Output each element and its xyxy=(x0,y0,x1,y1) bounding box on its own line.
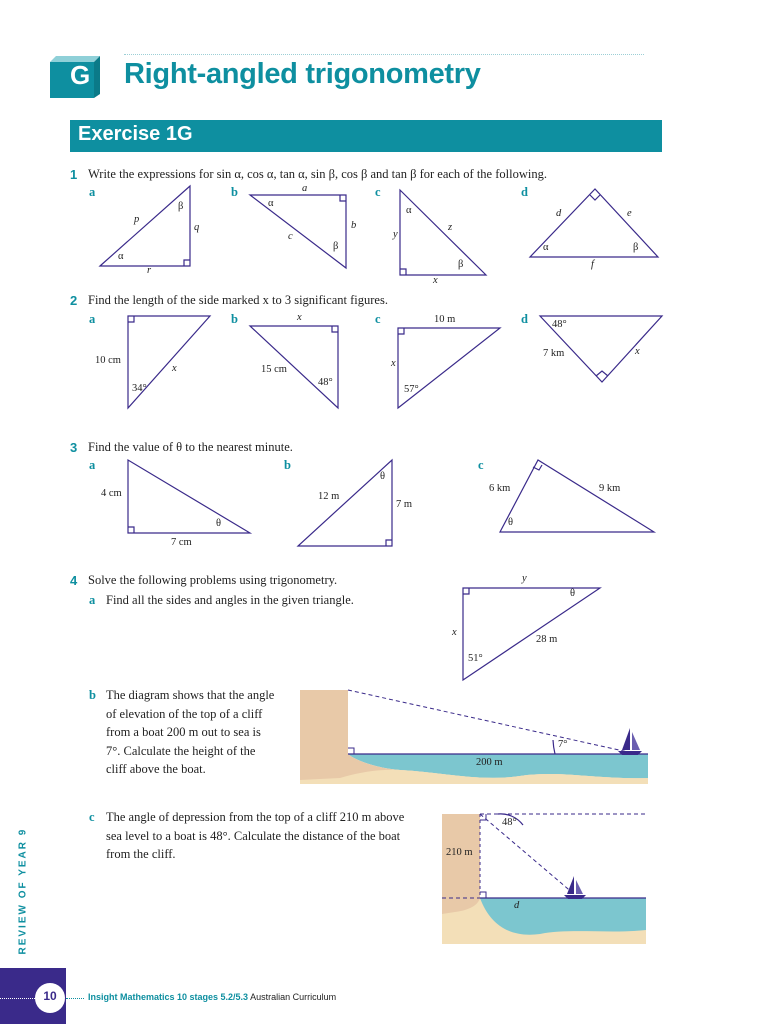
q3a-triangle xyxy=(128,460,250,533)
q3b-label-hyp: 12 m xyxy=(318,491,340,502)
q1a-triangle xyxy=(100,186,190,266)
q3c-triangle xyxy=(500,460,654,532)
q2d-right-mark xyxy=(596,371,608,376)
q4b-text xyxy=(106,686,296,779)
q1c-label-x: x xyxy=(433,275,438,286)
q4c-line-3: from the cliff. xyxy=(106,847,176,861)
q2b-label-x: x xyxy=(297,312,302,323)
q1-part-a: a xyxy=(89,185,96,199)
q1c-label-alpha: α xyxy=(406,205,412,216)
q1a-label-q: q xyxy=(194,222,200,233)
q2c-label-angle: 57° xyxy=(404,384,419,395)
q3a-label-theta: θ xyxy=(216,518,222,529)
q2-text: Find the length of the side marked x to 3 significant figures. xyxy=(88,293,388,307)
page-title: Right-angled trigonometry xyxy=(124,58,481,90)
q2c-right-mark xyxy=(398,328,404,334)
sidebar-chapter-label: REVIEW OF YEAR 9 xyxy=(17,827,29,955)
q1b-label-b: b xyxy=(351,220,357,231)
section-letter: G xyxy=(70,60,91,90)
q4b-diagram xyxy=(300,690,648,784)
q1b-label-a: a xyxy=(302,183,308,194)
footer-book: Insight Mathematics 10 stages 5.2/5.3 xyxy=(88,992,249,1002)
q1a-label-beta: β xyxy=(178,201,184,212)
q3b-label-theta: θ xyxy=(380,471,386,482)
q1b-label-c: c xyxy=(288,231,293,242)
q3a-right-mark xyxy=(128,527,134,533)
q1c-right-mark xyxy=(400,269,406,275)
q1-part-d: d xyxy=(521,185,528,199)
q2b-label-side: 15 cm xyxy=(261,364,287,375)
q4a-fig-y: y xyxy=(522,573,527,584)
q4c-line-1: The angle of depression from the top of a cliff 210 m above xyxy=(106,810,405,824)
q1b-triangle xyxy=(250,195,346,268)
q1-number: 1 xyxy=(70,167,78,182)
q4c-diagram xyxy=(442,814,646,944)
footer-dots xyxy=(66,998,84,999)
q3-text: Find the value of θ to the nearest minute. xyxy=(88,440,293,454)
q1c-label-y: y xyxy=(393,229,398,240)
q2-number: 2 xyxy=(70,293,78,308)
q2d-label-side: 7 km xyxy=(543,348,565,359)
q4c-sail xyxy=(567,876,574,894)
q4c-fig-height: 210 m xyxy=(446,847,473,858)
q2a-label-x: x xyxy=(172,363,177,374)
q1a-right-mark xyxy=(184,260,190,266)
footer-dots-left xyxy=(0,998,35,999)
q4b-line-3: from a boat 200 m out to sea is xyxy=(106,725,261,739)
q4c-text xyxy=(106,808,426,864)
q4a-fig-hyp: 28 m xyxy=(536,634,558,645)
q3-number: 3 xyxy=(70,440,78,455)
q1b-label-beta: β xyxy=(333,241,339,252)
q1d-label-d: d xyxy=(556,208,562,219)
q3a-label-base: 7 cm xyxy=(171,537,192,548)
q4c-line-2: sea level to a boat is 48°. Calculate the distance of the boat xyxy=(106,828,401,843)
q1c-triangle xyxy=(400,190,486,275)
q3a-label-side: 4 cm xyxy=(101,488,122,499)
q1d-right-mark xyxy=(590,195,600,200)
page-number: 10 xyxy=(43,989,57,1003)
q1a-label-p: p xyxy=(134,214,140,225)
q4b-fig-angle: 7° xyxy=(558,739,568,750)
q4-text: Solve the following problems using trigonometry. xyxy=(88,573,338,587)
q3b-label-side: 7 m xyxy=(396,499,413,510)
footer-curriculum: Australian Curriculum xyxy=(250,992,337,1002)
q2a-label-angle: 34° xyxy=(132,383,147,394)
q2c-label-x: x xyxy=(391,358,396,369)
q4b-line-2: of elevation of the top of a cliff xyxy=(106,706,263,721)
q4c-label: c xyxy=(89,810,95,824)
q1d-label-f: f xyxy=(591,259,594,270)
q2a-triangle xyxy=(128,316,210,408)
q2-part-b: b xyxy=(231,312,238,326)
q3b-triangle xyxy=(298,460,392,546)
q3b-right-mark xyxy=(386,540,392,546)
q1b-right-mark xyxy=(340,195,346,201)
q3-part-c: c xyxy=(478,458,484,472)
q1-text: Write the expressions for sin α, cos α, tan α, sin β, cos β and tan β for each of the following. xyxy=(88,167,547,181)
q4a-right-mark xyxy=(463,588,469,594)
q4a-triangle xyxy=(463,588,600,680)
q1c-label-beta: β xyxy=(458,259,464,270)
q1a-label-alpha: α xyxy=(118,251,124,262)
q2-part-a: a xyxy=(89,312,96,326)
q4-number: 4 xyxy=(70,573,78,588)
q4a-fig-theta: θ xyxy=(570,588,576,599)
q3c-label-theta: θ xyxy=(508,517,514,528)
q2-part-c: c xyxy=(375,312,381,326)
q1-part-b: b xyxy=(231,185,238,199)
q4a-label: a xyxy=(89,593,96,607)
q4a-fig-angle: 51° xyxy=(468,653,483,664)
q1d-label-alpha: α xyxy=(543,242,549,253)
q2c-triangle xyxy=(398,328,500,408)
q2d-label-x: x xyxy=(635,346,640,357)
q4c-fig-angle: 48° xyxy=(502,817,517,828)
q2c-label-side: 10 m xyxy=(434,314,456,325)
q1-part-c: c xyxy=(375,185,381,199)
q1c-label-z: z xyxy=(448,222,453,233)
q2-part-d: d xyxy=(521,312,528,326)
q1b-label-alpha: α xyxy=(268,198,274,209)
q4a-fig-x: x xyxy=(452,627,457,638)
q3c-label-side: 6 km xyxy=(489,483,511,494)
q4b-sail xyxy=(622,728,630,750)
q4b-line-5: cliff above the boat. xyxy=(106,762,206,776)
q2a-right-mark xyxy=(128,316,134,322)
q4b-label: b xyxy=(89,688,96,702)
q2d-label-angle: 48° xyxy=(552,319,567,330)
q4b-line-1: The diagram shows that the angle xyxy=(106,688,275,702)
q3-part-b: b xyxy=(284,458,291,472)
q4b-line-4: 7°. Calculate the height of the xyxy=(106,743,256,758)
q4b-angle-arc xyxy=(553,740,555,754)
q2a-label-side: 10 cm xyxy=(95,355,121,366)
q4a-text: Find all the sides and angles in the given triangle. xyxy=(106,593,354,607)
q1d-label-beta: β xyxy=(633,242,639,253)
q4b-fig-distance: 200 m xyxy=(476,757,503,768)
q2b-label-angle: 48° xyxy=(318,377,333,388)
exercise-title: Exercise 1G xyxy=(78,123,193,145)
q4c-fig-d: d xyxy=(514,900,520,911)
footer-text xyxy=(88,992,336,1002)
q3-part-a: a xyxy=(89,458,96,472)
q2b-right-mark xyxy=(332,326,338,332)
q3c-label-hyp: 9 km xyxy=(599,483,621,494)
q1d-label-e: e xyxy=(627,208,632,219)
q1a-label-r: r xyxy=(147,265,152,276)
